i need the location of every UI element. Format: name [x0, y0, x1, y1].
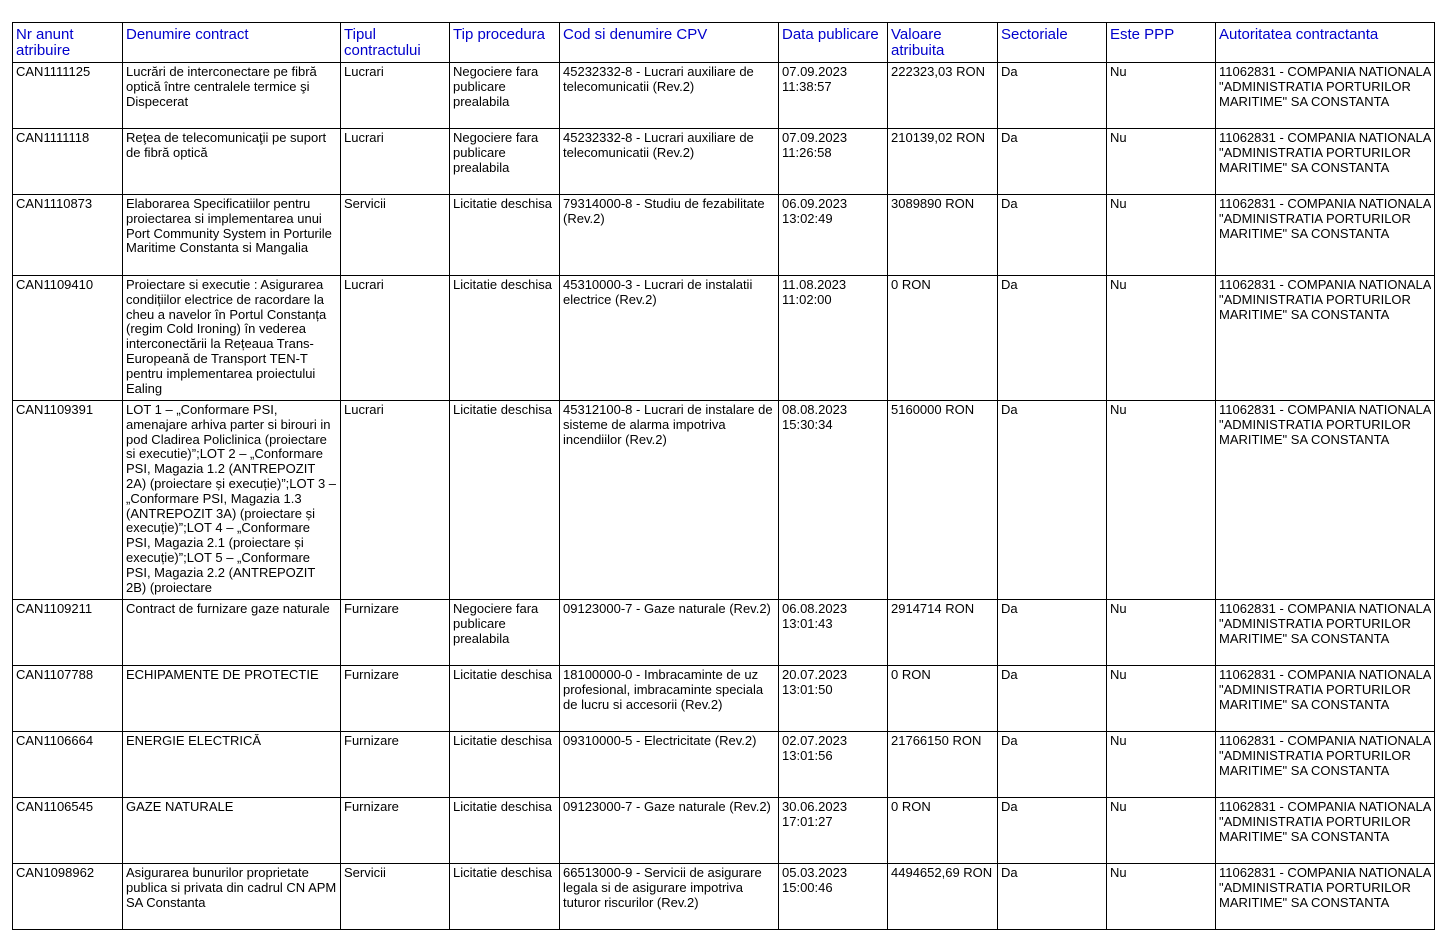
cell-text: 4494652,69 RON — [891, 866, 993, 880]
table-row — [13, 129, 1435, 195]
cell-data-publicare — [779, 732, 888, 798]
cell-valoare-atribuita — [888, 195, 998, 276]
cell-text: Negociere fara publicare prealabila — [453, 131, 539, 175]
cell-text: 11062831 - COMPANIA NATIONALA "ADMINISTRATIA PORTURILOR MARITIME" SA CONSTANTA — [1219, 866, 1431, 910]
cell-text: 11062831 - COMPANIA NATIONALA "ADMINISTRATIA PORTURILOR MARITIME" SA CONSTANTA — [1219, 668, 1431, 712]
cell-cod-cpv — [560, 600, 779, 666]
cell-tip-procedura — [450, 276, 560, 401]
cell-text: Nu — [1110, 278, 1127, 292]
cell-tip-procedura — [450, 864, 560, 930]
cell-cod-cpv — [560, 195, 779, 276]
cell-este-ppp — [1107, 864, 1216, 930]
cell-text: 45310000-3 - Lucrari de instalatii electrice (Rev.2) — [563, 278, 753, 307]
cell-text: Nu — [1110, 734, 1127, 748]
cell-este-ppp — [1107, 276, 1216, 401]
cell-tip-procedura — [450, 798, 560, 864]
cell-valoare-atribuita — [888, 129, 998, 195]
cell-text: Da — [1001, 131, 1018, 145]
cell-tipul-contractului — [341, 63, 450, 129]
cell-nr-anunt[interactable] — [13, 401, 123, 600]
cell-text: 30.06.2023 17:01:27 — [782, 800, 848, 829]
cell-data-publicare — [779, 864, 888, 930]
cell-text: CAN1111118 — [16, 131, 90, 145]
cell-text: CAN1107788 — [16, 668, 94, 682]
cell-tipul-contractului — [341, 864, 450, 930]
cell-text: Licitatie deschisa — [453, 403, 552, 417]
cell-text: 45312100-8 - Lucrari de instalare de sisteme de alarma impotriva incendiilor (Rev.2) — [563, 403, 773, 447]
cell-text: Da — [1001, 800, 1018, 814]
cell-data-publicare — [779, 63, 888, 129]
cell-tipul-contractului — [341, 276, 450, 401]
cell-denumire-contract — [123, 276, 341, 401]
cell-text: 06.09.2023 13:02:49 — [782, 197, 848, 226]
cell-nr-anunt[interactable] — [13, 129, 123, 195]
cell-sectoriale — [998, 798, 1107, 864]
cell-text: CAN1109211 — [16, 602, 93, 616]
cell-cod-cpv — [560, 129, 779, 195]
table-row — [13, 63, 1435, 129]
cell-text: Da — [1001, 734, 1018, 748]
cell-text: Da — [1001, 65, 1018, 79]
cell-text: Furnizare — [344, 668, 399, 682]
cell-text: 07.09.2023 11:26:58 — [782, 131, 848, 160]
cell-text: CAN1109391 — [16, 403, 94, 417]
cell-valoare-atribuita — [888, 732, 998, 798]
cell-cod-cpv — [560, 401, 779, 600]
cell-text: 02.07.2023 13:01:56 — [782, 734, 848, 763]
cell-sectoriale — [998, 864, 1107, 930]
cell-text: Lucrari — [344, 403, 384, 417]
cell-text: Nu — [1110, 197, 1127, 211]
cell-text: Furnizare — [344, 602, 399, 616]
cell-text: 11062831 - COMPANIA NATIONALA "ADMINISTRATIA PORTURILOR MARITIME" SA CONSTANTA — [1219, 403, 1431, 447]
cell-text: ECHIPAMENTE DE PROTECTIE — [126, 668, 319, 682]
cell-sectoriale — [998, 129, 1107, 195]
header-row — [13, 23, 1435, 63]
cell-text: Nu — [1110, 668, 1127, 682]
cell-text: ENERGIE ELECTRICĂ — [126, 734, 262, 748]
cell-text: Licitatie deschisa — [453, 668, 552, 682]
cell-text: Licitatie deschisa — [453, 866, 552, 880]
cell-este-ppp — [1107, 600, 1216, 666]
cell-valoare-atribuita — [888, 798, 998, 864]
cell-text: Negociere fara publicare prealabila — [453, 602, 539, 646]
table-row — [13, 798, 1435, 864]
cell-sectoriale — [998, 666, 1107, 732]
cell-tipul-contractului — [341, 401, 450, 600]
cell-text: 11062831 - COMPANIA NATIONALA "ADMINISTRATIA PORTURILOR MARITIME" SA CONSTANTA — [1219, 734, 1431, 778]
cell-cod-cpv — [560, 63, 779, 129]
cell-cod-cpv — [560, 798, 779, 864]
cell-text: Da — [1001, 278, 1018, 292]
cell-text: 210139,02 RON — [891, 131, 985, 145]
cell-text: 11062831 - COMPANIA NATIONALA "ADMINISTRATIA PORTURILOR MARITIME" SA CONSTANTA — [1219, 131, 1431, 175]
cell-tipul-contractului — [341, 600, 450, 666]
cell-text: 05.03.2023 15:00:46 — [782, 866, 848, 895]
table-row — [13, 401, 1435, 600]
cell-autoritatea-contractanta — [1216, 798, 1435, 864]
table-row — [13, 600, 1435, 666]
cell-text: Reţea de telecomunicaţii pe suport de fibră optică — [126, 131, 327, 160]
cell-text: Contract de furnizare gaze naturale — [126, 602, 330, 616]
table-row — [13, 666, 1435, 732]
table-row — [13, 864, 1435, 930]
cell-text: CAN1106545 — [16, 800, 94, 814]
cell-text: 2914714 RON — [891, 602, 975, 616]
table-row — [13, 732, 1435, 798]
cell-text: 09123000-7 - Gaze naturale (Rev.2) — [563, 602, 771, 616]
cell-tip-procedura — [450, 195, 560, 276]
cell-text: 3089890 RON — [891, 197, 975, 211]
header-denumire-contract[interactable]: Denumire contract — [123, 23, 341, 63]
cell-este-ppp — [1107, 401, 1216, 600]
cell-sectoriale — [998, 600, 1107, 666]
cell-este-ppp — [1107, 732, 1216, 798]
cell-cod-cpv — [560, 666, 779, 732]
cell-text: Lucrari — [344, 131, 384, 145]
cell-data-publicare — [779, 129, 888, 195]
cell-cod-cpv — [560, 276, 779, 401]
cell-tipul-contractului — [341, 732, 450, 798]
cell-tip-procedura — [450, 666, 560, 732]
cell-tipul-contractului — [341, 666, 450, 732]
cell-text: CAN1106664 — [16, 734, 94, 748]
cell-text: Nu — [1110, 131, 1127, 145]
cell-text: Nu — [1110, 65, 1127, 79]
cell-autoritatea-contractanta — [1216, 401, 1435, 600]
cell-nr-anunt[interactable] — [13, 798, 123, 864]
cell-text: Licitatie deschisa — [453, 800, 552, 814]
cell-data-publicare — [779, 195, 888, 276]
cell-text: 20.07.2023 13:01:50 — [782, 668, 848, 697]
cell-text: Servicii — [344, 866, 386, 880]
cell-text: 11062831 - COMPANIA NATIONALA "ADMINISTRATIA PORTURILOR MARITIME" SA CONSTANTA — [1219, 278, 1431, 322]
cell-text: Da — [1001, 866, 1018, 880]
cell-text: Lucrări de interconectare pe fibră optică între centralele termice şi Dispecerat — [126, 65, 317, 109]
cell-text: Lucrari — [344, 65, 384, 79]
cell-text: GAZE NATURALE — [126, 800, 234, 814]
cell-text: CAN1109410 — [16, 278, 94, 292]
cell-valoare-atribuita — [888, 401, 998, 600]
header-cod-cpv[interactable]: Cod si denumire CPV — [560, 23, 779, 63]
cell-tipul-contractului — [341, 798, 450, 864]
cell-nr-anunt[interactable] — [13, 276, 123, 401]
cell-text: Servicii — [344, 197, 386, 211]
cell-valoare-atribuita — [888, 276, 998, 401]
cell-text: 09310000-5 - Electricitate (Rev.2) — [563, 734, 757, 748]
cell-sectoriale — [998, 401, 1107, 600]
header-valoare-atribuita[interactable]: Valoare atribuita — [888, 23, 998, 63]
cell-text: 11062831 - COMPANIA NATIONALA "ADMINISTRATIA PORTURILOR MARITIME" SA CONSTANTA — [1219, 800, 1431, 844]
cell-text: Licitatie deschisa — [453, 197, 552, 211]
cell-text: LOT 1 – „Conformare PSI, amenajare arhiva parter si birouri in pod Cladirea Policlinica (proiectare si executie)”;LOT 2 – „Conformare PSI, Magazia 1.2 (ANTREPOZIT 2A) (proiectare și execuție)”;LOT 3 – „Conformare PSI, Magazia 1.3 (ANTREPOZIT 3A) (proiectare și execuție)”;LOT 4 – „Conformare PSI, Magazia 2.1 (proiectare și execuție)”;LOT 5 – „Conformare PSI, Magazia 2.2 (ANTREPOZIT 2B) (proiectare — [126, 403, 337, 595]
cell-tip-procedura — [450, 129, 560, 195]
cell-cod-cpv — [560, 732, 779, 798]
cell-este-ppp — [1107, 195, 1216, 276]
cell-este-ppp — [1107, 798, 1216, 864]
cell-autoritatea-contractanta — [1216, 276, 1435, 401]
cell-data-publicare — [779, 276, 888, 401]
cell-denumire-contract — [123, 798, 341, 864]
cell-text: Lucrari — [344, 278, 384, 292]
cell-text: 08.08.2023 15:30:34 — [782, 403, 848, 432]
header-tip-procedura[interactable]: Tip procedura — [450, 23, 560, 63]
cell-text: 222323,03 RON — [891, 65, 985, 79]
cell-text: 21766150 RON — [891, 734, 982, 748]
cell-autoritatea-contractanta — [1216, 666, 1435, 732]
cell-data-publicare — [779, 798, 888, 864]
cell-text: Furnizare — [344, 734, 399, 748]
cell-tipul-contractului — [341, 195, 450, 276]
cell-text: Da — [1001, 668, 1018, 682]
header-data-publicare[interactable]: Data publicare — [779, 23, 888, 63]
cell-autoritatea-contractanta — [1216, 600, 1435, 666]
cell-denumire-contract — [123, 195, 341, 276]
cell-text: Nu — [1110, 866, 1127, 880]
cell-text: Asigurarea bunurilor proprietate publica si privata din cadrul CN APM SA Constanta — [126, 866, 337, 910]
cell-este-ppp — [1107, 129, 1216, 195]
table-row — [13, 195, 1435, 276]
cell-valoare-atribuita — [888, 63, 998, 129]
cell-denumire-contract — [123, 600, 341, 666]
cell-text: 0 RON — [891, 668, 931, 682]
cell-nr-anunt[interactable] — [13, 600, 123, 666]
cell-data-publicare — [779, 666, 888, 732]
cell-text: Furnizare — [344, 800, 399, 814]
cell-data-publicare — [779, 401, 888, 600]
cell-data-publicare — [779, 600, 888, 666]
cell-text: Nu — [1110, 800, 1127, 814]
header-autoritatea-contractanta[interactable]: Autoritatea contractanta — [1216, 23, 1435, 63]
cell-nr-anunt[interactable] — [13, 63, 123, 129]
cell-text: 11062831 - COMPANIA NATIONALA "ADMINISTRATIA PORTURILOR MARITIME" SA CONSTANTA — [1219, 602, 1431, 646]
cell-autoritatea-contractanta — [1216, 129, 1435, 195]
cell-text: 11.08.2023 11:02:00 — [782, 278, 847, 307]
cell-text: 06.08.2023 13:01:43 — [782, 602, 848, 631]
cell-denumire-contract — [123, 63, 341, 129]
header-tipul-contractului[interactable]: Tipul contractului — [341, 23, 450, 63]
cell-text: 11062831 - COMPANIA NATIONALA "ADMINISTRATIA PORTURILOR MARITIME" SA CONSTANTA — [1219, 197, 1431, 241]
cell-tip-procedura — [450, 63, 560, 129]
cell-text: Proiectare si executie : Asigurarea condițiilor electrice de racordare la cheu a navelor în Portul Constanța (regim Cold Ironing) în vederea interconectării la Rețeaua Trans-Europeană de Transport TEN-T pentru implementarea proiectului Ealing — [126, 278, 327, 396]
cell-denumire-contract — [123, 666, 341, 732]
cell-nr-anunt[interactable] — [13, 732, 123, 798]
cell-autoritatea-contractanta — [1216, 732, 1435, 798]
cell-nr-anunt[interactable] — [13, 864, 123, 930]
cell-tip-procedura — [450, 401, 560, 600]
cell-tip-procedura — [450, 600, 560, 666]
cell-sectoriale — [998, 732, 1107, 798]
cell-text: Licitatie deschisa — [453, 278, 552, 292]
contract-awards-table — [12, 22, 1435, 930]
cell-text: 07.09.2023 11:38:57 — [782, 65, 848, 94]
cell-text: Licitatie deschisa — [453, 734, 552, 748]
cell-text: CAN1111125 — [16, 65, 91, 79]
header-sectoriale[interactable]: Sectoriale — [998, 23, 1107, 63]
table-row — [13, 276, 1435, 401]
cell-text: 45232332-8 - Lucrari auxiliare de telecomunicatii (Rev.2) — [563, 65, 754, 94]
cell-text: Da — [1001, 602, 1018, 616]
cell-valoare-atribuita — [888, 864, 998, 930]
cell-nr-anunt[interactable] — [13, 666, 123, 732]
cell-denumire-contract — [123, 401, 341, 600]
cell-text: Da — [1001, 403, 1018, 417]
cell-text: 18100000-0 - Imbracaminte de uz profesional, imbracaminte speciala de lucru si accesorii (Rev.2) — [563, 668, 764, 712]
cell-tip-procedura — [450, 732, 560, 798]
cell-text: Nu — [1110, 403, 1127, 417]
header-nr-anunt[interactable]: Nr anunt atribuire — [13, 23, 123, 63]
cell-text: Nu — [1110, 602, 1127, 616]
cell-text: Negociere fara publicare prealabila — [453, 65, 539, 109]
cell-este-ppp — [1107, 666, 1216, 732]
cell-text: 66513000-9 - Servicii de asigurare legala si de asigurare impotriva tuturor riscurilor (Rev.2) — [563, 866, 762, 910]
cell-text: 0 RON — [891, 800, 931, 814]
header-este-ppp[interactable]: Este PPP — [1107, 23, 1216, 63]
cell-text: 79314000-8 - Studiu de fezabilitate (Rev.2) — [563, 197, 765, 226]
cell-sectoriale — [998, 276, 1107, 401]
cell-sectoriale — [998, 195, 1107, 276]
cell-text: Elaborarea Specificatiilor pentru proiectarea si implementarea unui Port Community System in Porturile Maritime Constanta si Mangalia — [126, 197, 332, 256]
cell-valoare-atribuita — [888, 666, 998, 732]
cell-text: 09123000-7 - Gaze naturale (Rev.2) — [563, 800, 771, 814]
cell-text: 5160000 RON — [891, 403, 975, 417]
cell-nr-anunt[interactable] — [13, 195, 123, 276]
cell-denumire-contract — [123, 864, 341, 930]
cell-text: 45232332-8 - Lucrari auxiliare de telecomunicatii (Rev.2) — [563, 131, 754, 160]
cell-text: 11062831 - COMPANIA NATIONALA "ADMINISTRATIA PORTURILOR MARITIME" SA CONSTANTA — [1219, 65, 1431, 109]
cell-tipul-contractului — [341, 129, 450, 195]
cell-este-ppp — [1107, 63, 1216, 129]
cell-text: CAN1098962 — [16, 866, 95, 880]
cell-denumire-contract — [123, 732, 341, 798]
cell-autoritatea-contractanta — [1216, 864, 1435, 930]
cell-sectoriale — [998, 63, 1107, 129]
cell-text: 0 RON — [891, 278, 931, 292]
cell-cod-cpv — [560, 864, 779, 930]
cell-denumire-contract — [123, 129, 341, 195]
cell-valoare-atribuita — [888, 600, 998, 666]
cell-text: CAN1110873 — [16, 197, 93, 211]
cell-autoritatea-contractanta — [1216, 195, 1435, 276]
cell-autoritatea-contractanta — [1216, 63, 1435, 129]
cell-text: Da — [1001, 197, 1018, 211]
